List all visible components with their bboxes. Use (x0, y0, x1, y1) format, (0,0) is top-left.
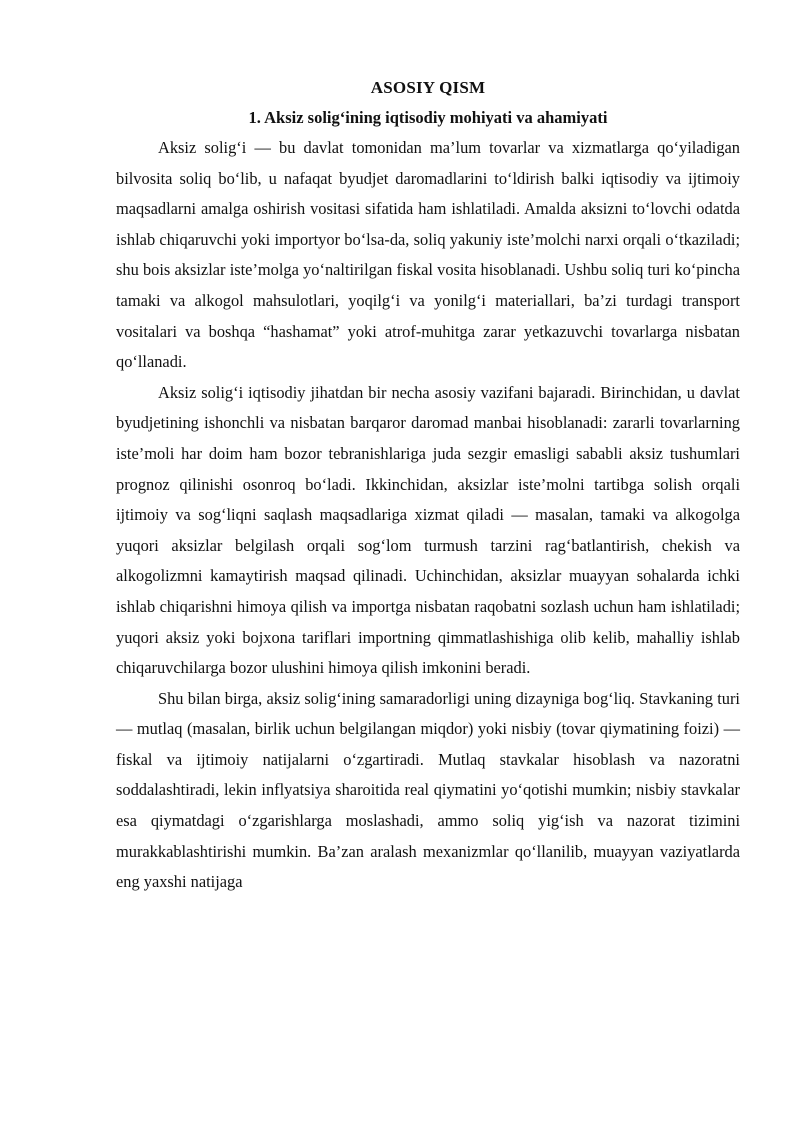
document-body (116, 73, 740, 898)
section-subheading: 1. Aksiz solig‘ining iqtisodiy mohiyati va ahamiyati (248, 108, 608, 127)
section-heading: ASOSIY QISM (370, 78, 486, 97)
paragraph-2: Aksiz solig‘i iqtisodiy jihatdan bir necha asosiy vazifani bajaradi. Birinchidan, u davlat byudjetining ishonchli va nisbatan barqaror daromad manbai hisoblanadi: zararli tovarlarning iste’moli har doim ham bozor tebranishlariga juda sezgir emasligi sababli aksiz tushumlari prognoz qilinishi osonroq bo‘ladi. Ikkinchidan, aksizlar iste’molni tartibga solish orqali ijtimoiy va sog‘liqni saqlash maqsadlariga xizmat qiladi — masalan, tamaki va alkogolga yuqori aksizlar belgilash orqali sog‘lom turmush tarzini rag‘batlantirish, chekish va alkogolizmni kamaytirish maqsad qilinadi. Uchinchidan, aksizlar muayyan sohalarda ichki ishlab chiqarishni himoya qilish va importga nisbatan raqobatni sozlash uchun ham ishlatiladi; yuqori aksiz yoki bojxona tariflari importning qimmatlashishiga olib kelib, mahalliy ishlab chiqaruvchilarga bozor ulushini himoya qilish imkonini beradi. (116, 382, 740, 678)
paragraph-1: Aksiz solig‘i — bu davlat tomonidan ma’lum tovarlar va xizmatlarga qo‘yiladigan bilvosita soliq bo‘lib, u nafaqat byudjet daromadlarini to‘ldirish balki iqtisodiy va ijtimoiy maqsadlarni amalga oshirish vositasi sifatida ham ishlatiladi. Amalda aksizni to‘lovchi odatda ishlab chiqaruvchi yoki importyor bo‘lsa-da, soliq yakuniy iste’molchi narxi orqali o‘tkaziladi; shu bois aksizlar iste’molga yo‘naltirilgan fiskal vosita hisoblanadi. Ushbu soliq turi ko‘pincha tamaki va alkogol mahsulotlari, yoqilg‘i va yonilg‘i materiallari, ba’zi turdagi transport vositalari va boshqa “hashamat” yoki atrof-muhitga zarar yetkazuvchi tovarlarga nisbatan qo‘llanadi. (116, 138, 740, 372)
paragraph-3: Shu bilan birga, aksiz solig‘ining samaradorligi uning dizayniga bog‘liq. Stavkaning turi — mutlaq (masalan, birlik uchun belgilangan miqdor) yoki nisbiy (tovar qiymatining foizi) — fiskal va ijtimoiy natijalarni o‘zgartiradi. Mutlaq stavkalar hisoblash va nazoratni soddalashtiradi, lekin inflyatsiya sharoitida real qiymatini yo‘qotishi mumkin; nisbiy stavkalar esa qiymatdagi o‘zgarishlarga moslashadi, ammo soliq yig‘ish va nazorat tizimini murakkablashtirishi mumkin. Ba’zan aralash mexanizmlar qo‘llanilib, muayyan vaziyatlarda eng yaxshi natijaga (116, 688, 740, 892)
